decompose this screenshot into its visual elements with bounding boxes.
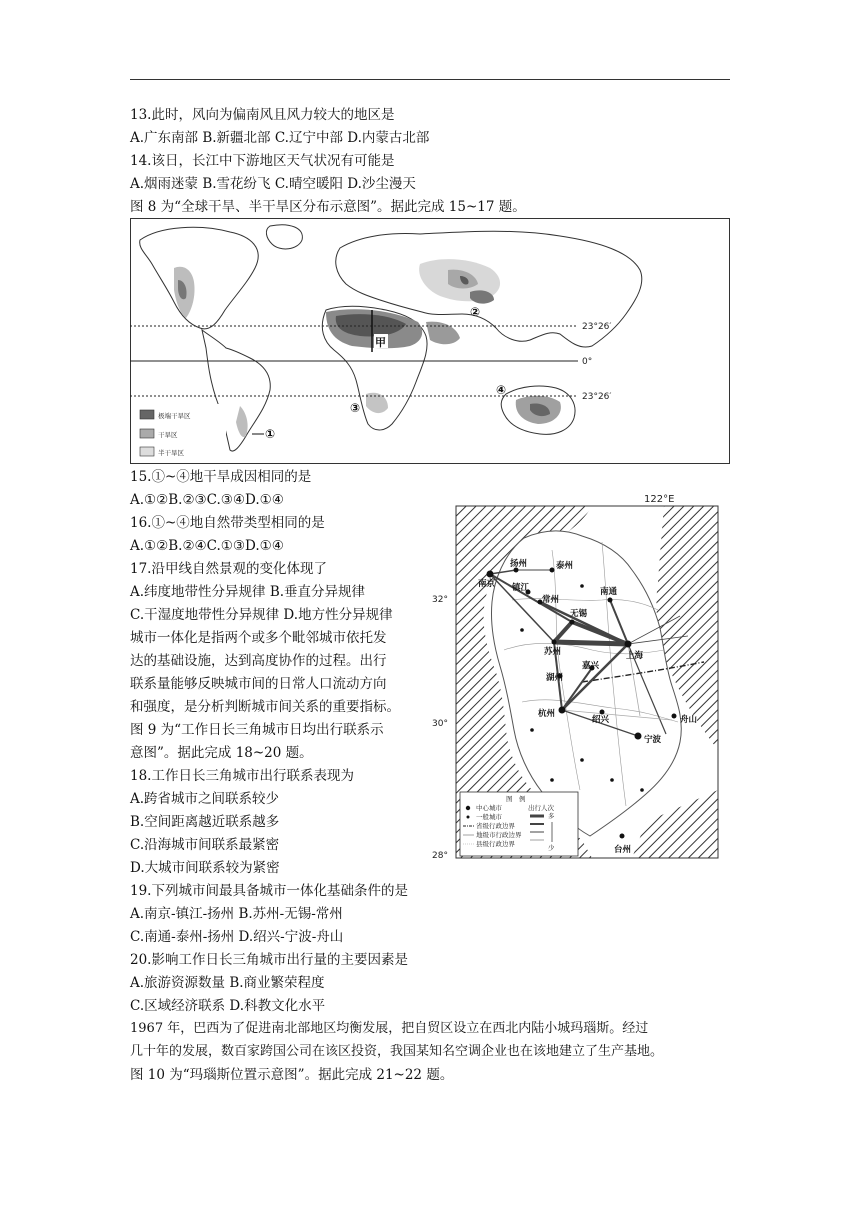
marker-3: ③ (350, 401, 361, 415)
question-16-options: A.①②B.②④C.①③D.①④ (130, 538, 284, 554)
city-label-huzhou: 湖州 (546, 673, 564, 683)
question-17-options-1: A.纬度地带性分异规律 B.垂直分异规律 (130, 584, 366, 600)
question-14-options: A.烟雨迷蒙 B.雪花纷飞 C.晴空暖阳 D.沙尘漫天 (130, 176, 416, 192)
question-16: 16.①~④地自然带类型相同的是 (130, 515, 325, 531)
city-label-shanghai: 上海 (626, 651, 644, 661)
question-18-option-a: A.跨省城市之间联系较少 (130, 791, 280, 807)
lat-label-28: 28° (432, 851, 448, 861)
lat-label-30: 30° (432, 719, 448, 729)
city-label-taizhou-js: 泰州 (556, 561, 574, 571)
legend-flow-less: 少 (548, 844, 555, 852)
paragraph-line-1: 城市一体化是指两个或多个毗邻城市依托发 (130, 630, 387, 646)
city-label-zhenjiang: 镇江 (512, 583, 530, 593)
legend-county-boundary: 县级行政边界 (476, 840, 515, 848)
question-17-options-2: C.干湿度地带性分异规律 D.地方性分异规律 (130, 607, 393, 623)
legend-flow-label: 出行人次 (528, 804, 554, 812)
paragraph-line-6: 意图”。据此完成 18~20 题。 (130, 745, 313, 761)
city-label-shaoxing: 绍兴 (592, 715, 610, 725)
line-jia-label: 甲 (375, 336, 386, 349)
paragraph-line-8: 几十年的发展，数百家跨国公司在该区投资，我国某知名空调企业也在该地建立了生产基地。 (130, 1044, 664, 1059)
legend-extreme-arid: 极端干旱区 (158, 412, 191, 420)
question-18-option-d: D.大城市间联系较为紧密 (130, 860, 280, 876)
legend-prefecture-boundary: 地级市行政边界 (476, 831, 522, 839)
city-label-wuxi: 无锡 (570, 609, 588, 619)
legend-title: 图 例 (506, 795, 526, 803)
city-label-taizhou-zj: 台州 (614, 845, 632, 855)
question-18-option-c: C.沿海城市间联系最紧密 (130, 837, 280, 853)
city-label-changzhou: 常州 (542, 595, 560, 605)
longitude-label: 122°E (644, 494, 675, 505)
city-label-hangzhou: 杭州 (538, 709, 556, 719)
paragraph-line-9: 图 10 为“玛瑙斯位置示意图”。据此完成 21~22 题。 (130, 1067, 454, 1083)
paragraph-line-2: 达的基础设施，达到高度协作的过程。出行 (130, 653, 387, 669)
city-label-zhoushan: 舟山 (680, 715, 698, 725)
city-label-jiaxing: 嘉兴 (582, 661, 600, 671)
city-label-nantong: 南通 (600, 587, 618, 597)
legend-arid: 干旱区 (158, 431, 178, 439)
lat-label-south: 23°26′ (582, 392, 612, 402)
city-label-ningbo: 宁波 (644, 735, 662, 745)
lat-label-32: 32° (432, 595, 448, 605)
question-20-options-2: C.区域经济联系 D.科教文化水平 (130, 998, 326, 1014)
question-19-options-1: A.南京-镇江-扬州 B.苏州-无锡-常州 (130, 906, 343, 922)
lat-label-equator: 0° (582, 357, 593, 367)
paragraph-line-5: 图 9 为“工作日长三角城市日均出行联系示 (130, 722, 384, 738)
city-label-nanjing: 南京 (478, 579, 496, 589)
figure-8-intro: 图 8 为“全球干旱、半干旱区分布示意图”。据此完成 15~17 题。 (130, 199, 526, 215)
legend-center-city: 中心城市 (476, 804, 502, 812)
marker-4: ④ (496, 383, 507, 397)
paragraph-line-3: 联系量能够反映城市间的日常人口流动方向 (130, 676, 387, 692)
marker-2: ② (470, 305, 481, 319)
paragraph-line-4: 和强度，是分析判断城市间关系的重要指标。 (130, 699, 400, 715)
figure-8-world-arid-map (130, 218, 730, 464)
legend-general-city: 一般城市 (476, 813, 502, 821)
question-14: 14.该日，长江中下游地区天气状况有可能是 (130, 153, 395, 169)
question-13: 13.此时，风向为偏南风且风力较大的地区是 (130, 107, 395, 123)
question-15: 15.①~④地干旱成因相同的是 (130, 469, 312, 485)
legend-semi-arid: 半干旱区 (158, 449, 184, 457)
question-13-options: A.广东南部 B.新疆北部 C.辽宁中部 D.内蒙古北部 (130, 130, 430, 146)
paragraph-line-7: 1967 年，巴西为了促进南北部地区均衡发展，把自贸区设立在西北内陆小城玛瑙斯。经过 (130, 1021, 649, 1036)
city-label-yangzhou: 扬州 (510, 559, 528, 569)
question-20: 20.影响工作日长三角城市出行量的主要因素是 (130, 952, 408, 968)
legend-province-boundary: 省级行政边界 (476, 822, 515, 830)
lat-label-north: 23°26′ (582, 322, 612, 332)
legend-flow-more: 多 (548, 812, 555, 820)
question-15-options: A.①②B.②③C.③④D.①④ (130, 492, 284, 508)
question-17: 17.沿甲线自然景观的变化体现了 (130, 561, 327, 577)
question-19-options-2: C.南通-泰州-扬州 D.绍兴-宁波-舟山 (130, 929, 344, 945)
header-rule (130, 79, 730, 80)
question-18: 18.工作日长三角城市出行联系表现为 (130, 768, 354, 784)
figure-9-yrd-travel-map (432, 490, 730, 862)
marker-1: ① (265, 427, 276, 441)
question-20-options-1: A.旅游资源数量 B.商业繁荣程度 (130, 975, 325, 991)
city-label-suzhou: 苏州 (544, 647, 562, 657)
question-18-option-b: B.空间距离越近联系越多 (130, 814, 280, 830)
question-19: 19.下列城市间最具备城市一体化基础条件的是 (130, 883, 408, 899)
